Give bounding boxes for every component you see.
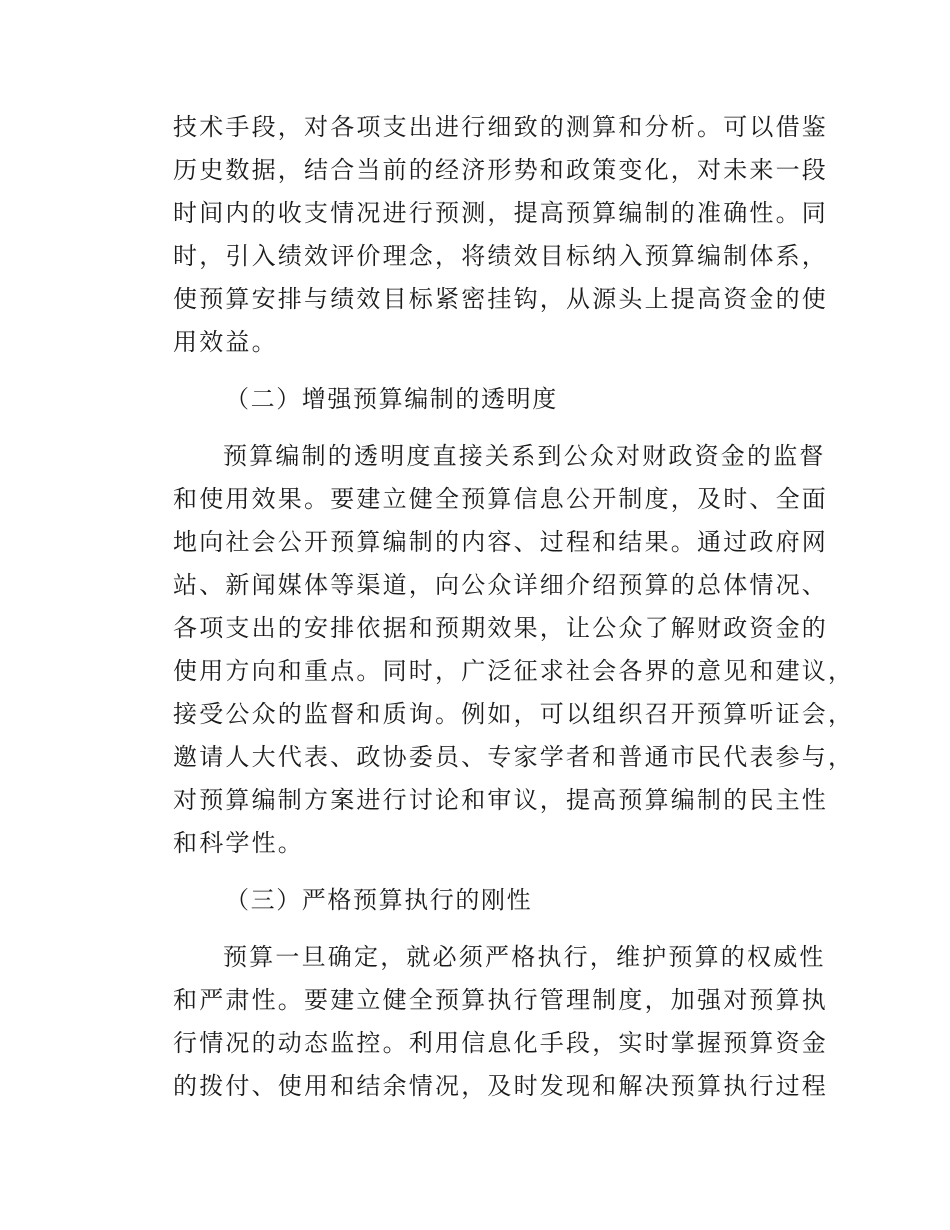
- text-line: 对预算编制方案进行讨论和审议，提高预算编制的民主性: [173, 786, 828, 814]
- text-line: 时间内的收支情况进行预测，提高预算编制的准确性。同: [173, 199, 828, 227]
- text-line: 站、新闻媒体等渠道，向公众详细介绍预算的总体情况、: [173, 571, 828, 599]
- text-line: 接受公众的监督和质询。例如，可以组织召开预算听证会，: [173, 700, 855, 728]
- text-line: 地向社会公开预算编制的内容、过程和结果。通过政府网: [173, 528, 828, 556]
- text-line: 使用方向和重点。同时，广泛征求社会各界的意见和建议，: [173, 657, 855, 685]
- text-line: 预算编制的透明度直接关系到公众对财政资金的监督: [223, 442, 826, 470]
- section-heading: （三）严格预算执行的刚性: [225, 886, 533, 914]
- text-line: 的拨付、使用和结余情况，及时发现和解决预算执行过程: [173, 1072, 828, 1100]
- text-line: 行情况的动态监控。利用信息化手段，实时掌握预算资金: [173, 1029, 828, 1057]
- text-line: 邀请人大代表、政协委员、专家学者和普通市民代表参与，: [173, 743, 855, 771]
- text-line: 时，引入绩效评价理念，将绩效目标纳入预算编制体系，: [173, 242, 828, 270]
- text-line: 历史数据，结合当前的经济形势和政策变化，对未来一段: [173, 156, 828, 184]
- text-line: 各项支出的安排依据和预期效果，让公众了解财政资金的: [173, 614, 828, 642]
- text-line: 用效益。: [173, 328, 278, 356]
- text-line: 技术手段，对各项支出进行细致的测算和分析。可以借鉴: [173, 113, 828, 141]
- text-line: 预算一旦确定，就必须严格执行，维护预算的权威性: [223, 943, 826, 971]
- text-line: 和严肃性。要建立健全预算执行管理制度，加强对预算执: [173, 986, 828, 1014]
- section-heading: （二）增强预算编制的透明度: [225, 385, 558, 413]
- text-line: 和使用效果。要建立健全预算信息公开制度，及时、全面: [173, 485, 828, 513]
- text-line: 和科学性。: [173, 829, 304, 857]
- text-line: 使预算安排与绩效目标紧密挂钩，从源头上提高资金的使: [173, 285, 828, 313]
